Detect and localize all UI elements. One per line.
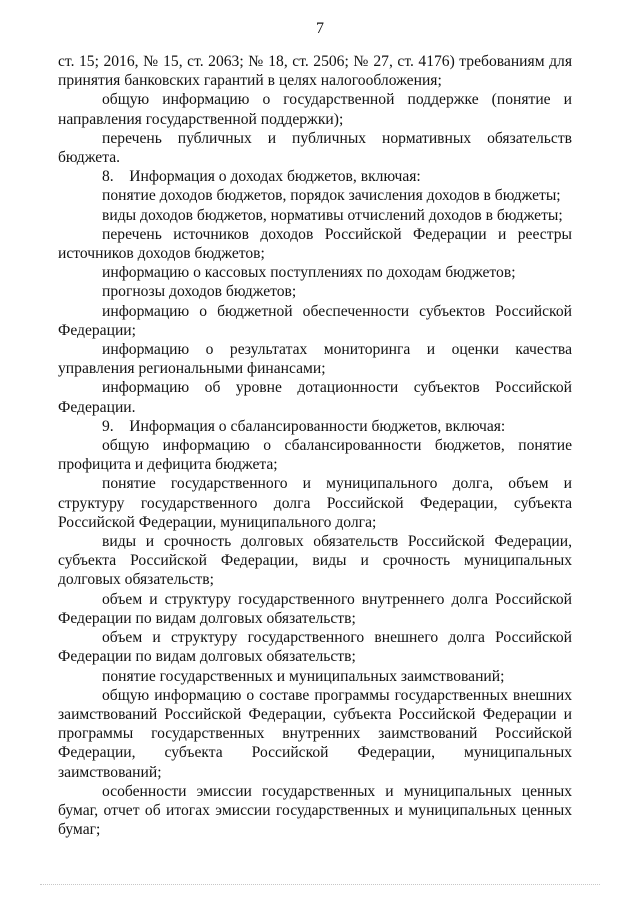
section-8-heading: 8. Информация о доходах бюджетов, включая:	[102, 168, 421, 186]
paragraph-revenue-forecasts: прогнозы доходов бюджетов;	[102, 283, 297, 301]
paragraph-internal-debt: объем и структуру государственного внутреннего долга Российской Федерации по видам долговых обязательств;	[58, 590, 572, 627]
paragraph-balance-info: общую информацию о сбалансированности бюджетов, понятие профицита и дефицита бюджета;	[58, 437, 572, 474]
paragraph-obligations-list: перечень публичных и публичных нормативных обязательств бюджета.	[58, 129, 572, 167]
paragraph-continuation: ст. 15; 2016, № 15, ст. 2063; № 18, ст. 2506; № 27, ст. 4176) требованиям для принятия банковских гарантий в целях налогообложения;	[58, 53, 572, 90]
paragraph-debt-concept: понятие государственного и муниципального долга, объем и структуру государственного долга Российской Федерации, субъекта Российской Федерации, муниципального долга;	[58, 475, 572, 531]
paragraph-borrowings-concept: понятие государственных и муниципальных заимствований;	[102, 667, 505, 685]
paragraph-subsidy-level: информацию об уровне дотационности субъектов Российской Федерации.	[58, 379, 572, 416]
paragraph-state-support: общую информацию о государственной поддержке (понятие и направления государственной поддержки);	[58, 91, 572, 128]
paragraph-revenue-sources: перечень источников доходов Российской Федерации и реестры источников доходов бюджетов;	[58, 225, 572, 263]
paragraph-debt-obligations: виды и срочность долговых обязательств Российской Федерации, субъекта Российской Федерации, виды и срочность муниципальных долговых обязательств;	[58, 533, 572, 589]
paragraph-borrowing-programs: общую информацию о составе программы государственных внешних заимствований Российской Федерации, субъекта Российской Федерации и программы государственных внутренних заимствований Российской Федерации, субъекта Российской Федерации, муниципальных заимствований;	[58, 686, 572, 781]
section-9-heading: 9. Информация о сбалансированности бюджетов, включая:	[102, 417, 506, 435]
paragraph-revenue-concept: понятие доходов бюджетов, порядок зачисления доходов в бюджеты;	[102, 187, 561, 205]
paragraph-cash-receipts: информацию о кассовых поступлениях по доходам бюджетов;	[102, 264, 516, 282]
page-number: 7	[316, 20, 324, 37]
document-body	[58, 52, 572, 839]
paragraph-securities-emission: особенности эмиссии государственных и муниципальных ценных бумаг, отчет об итогах эмиссии государственных и муниципальных ценных бумаг;	[58, 782, 572, 839]
paragraph-external-debt: объем и структуру государственного внешнего долга Российской Федерации по видам долговых обязательств;	[58, 629, 572, 666]
paragraph-budget-provision: информацию о бюджетной обеспеченности субъектов Российской Федерации;	[58, 302, 572, 339]
scan-artifact-line	[40, 884, 600, 887]
paragraph-revenue-types: виды доходов бюджетов, нормативы отчислений доходов в бюджеты;	[102, 206, 563, 224]
paragraph-monitoring: информацию о результатах мониторинга и оценки качества управления региональными финансами;	[58, 341, 572, 378]
